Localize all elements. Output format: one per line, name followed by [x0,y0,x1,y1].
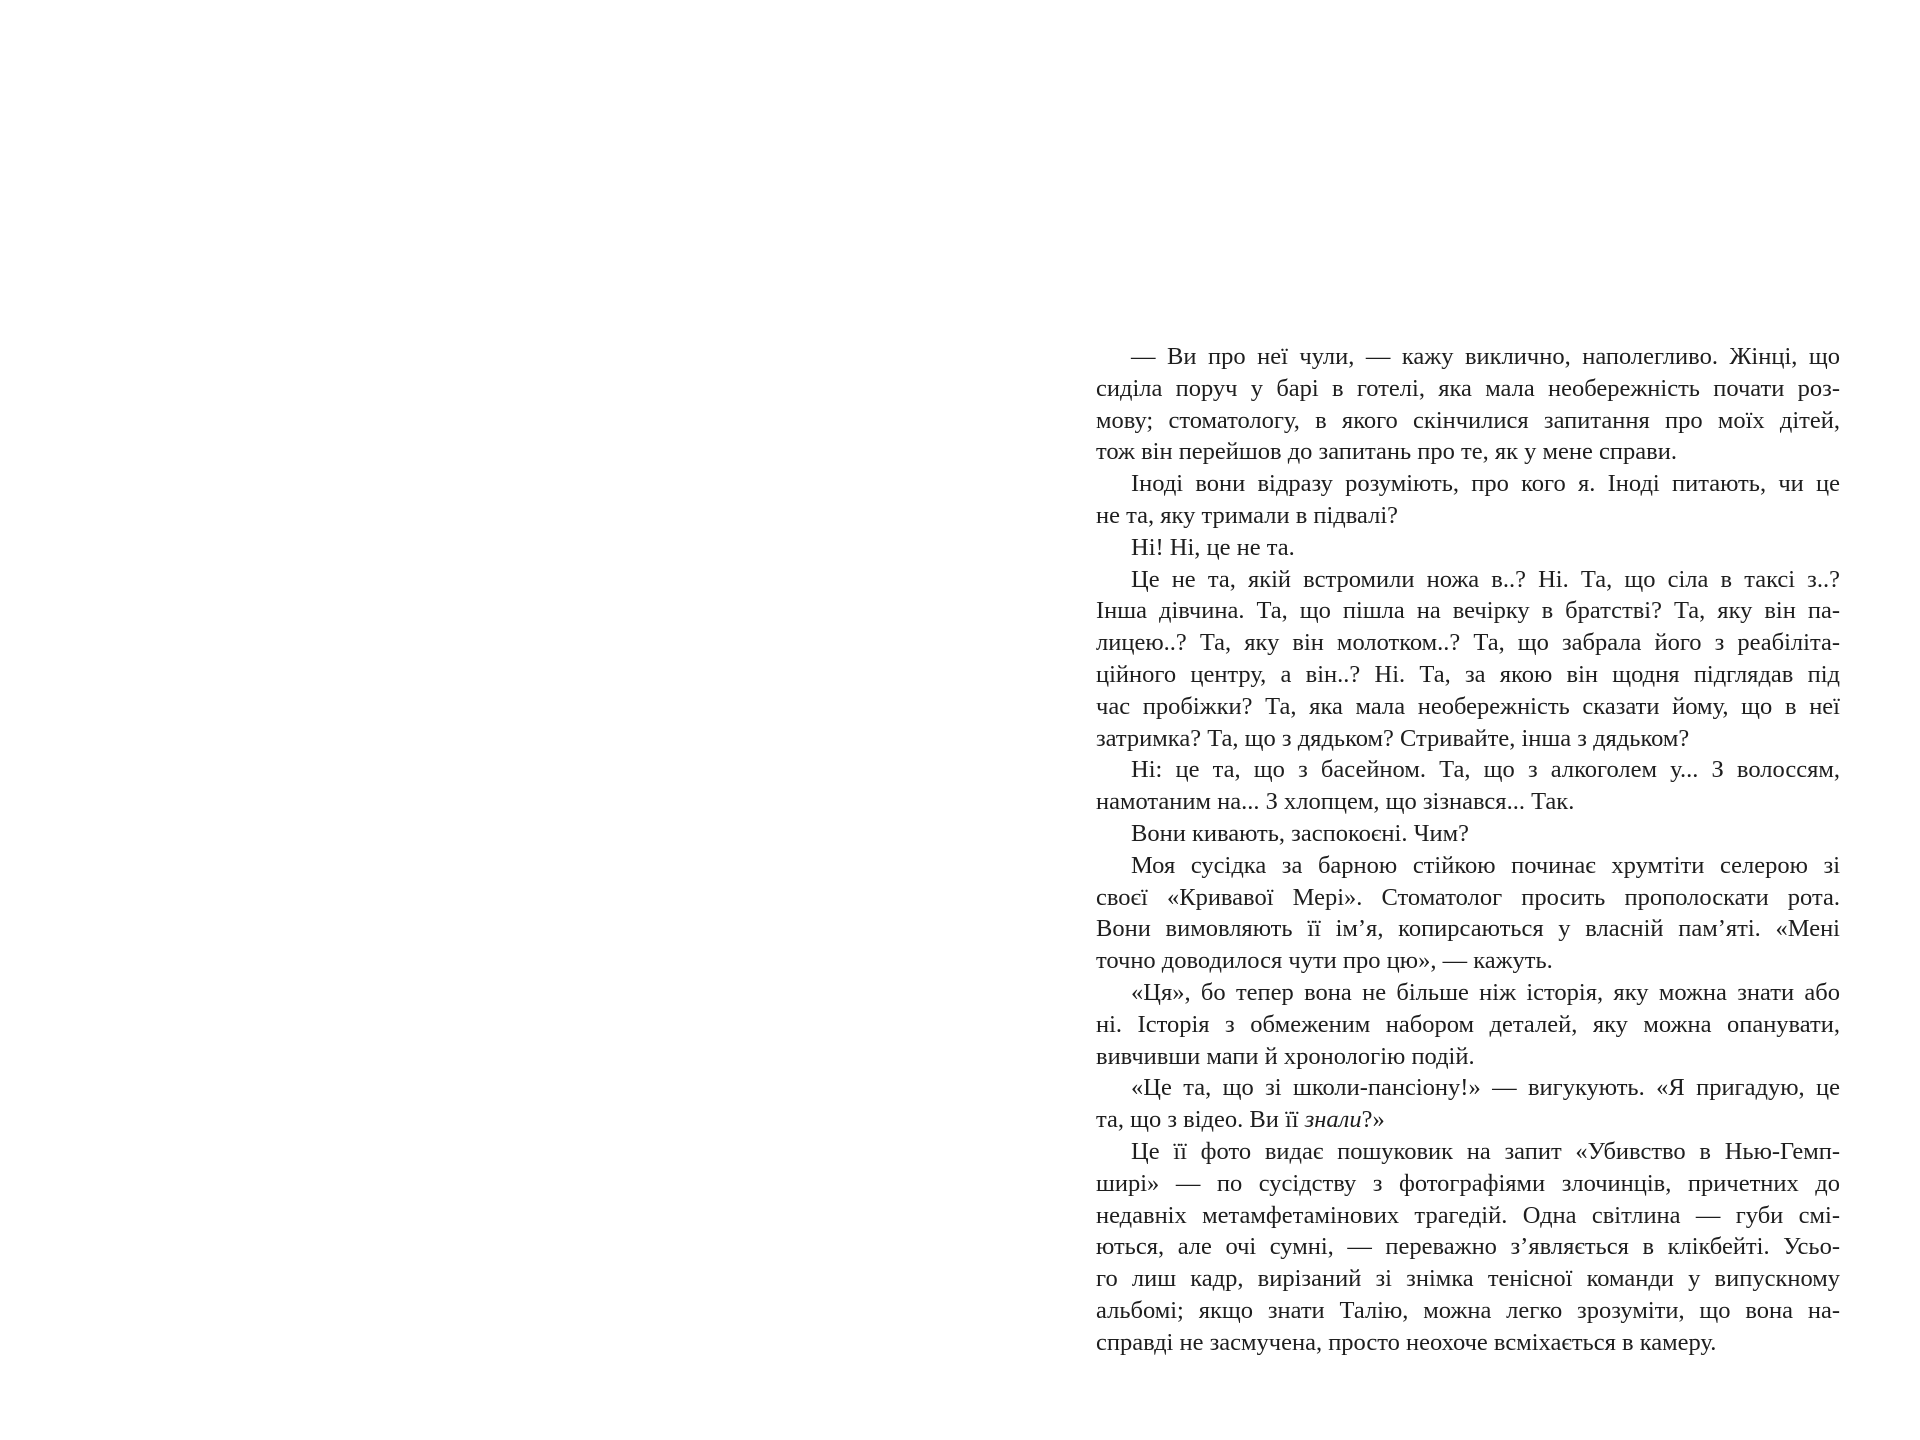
text-line: справді не засмучена, просто неохоче всміхається в камеру. [1096,1328,1717,1356]
paragraph [1096,977,1840,1072]
text-segment: ?» [1361,1106,1385,1134]
paragraph [1096,818,1840,850]
paragraph [1096,1072,1840,1136]
text-line: Це її фото видає пошуковик на запит «Убивство в Нью-Гемп- [1131,1137,1840,1165]
text-line: Вони вимовляють її ім’я, копирсаються у власній пам’яті. «Мені [1096,915,1840,943]
text-line: затримка? Та, що з дядьком? Стривайте, інша з дядьком? [1096,724,1690,752]
paragraph [1096,1136,1840,1359]
paragraph [1096,341,1840,468]
paragraph [1096,564,1840,755]
text-line: Вони кивають, заспокоєні. Чим? [1131,819,1469,847]
paragraph [1096,532,1840,564]
text-line: лицею..? Та, яку він молотком..? Та, що забрала його з реабіліта- [1096,629,1840,657]
text-line: ні. Історія з обмеженим набором деталей, яку можна опанувати, [1096,1010,1840,1038]
text-line: Це не та, якій встромили ножа в..? Ні. Та, що сіла в таксі з..? [1131,565,1840,593]
text-line: Ні: це та, що з басейном. Та, що з алкоголем у... З волоссям, [1131,756,1840,784]
text-line: точно доводилося чути про цю», — кажуть. [1096,947,1553,975]
italic-emphasis: знали [1304,1106,1362,1134]
text-line: ширі» — по сусідству з фотографіями злочинців, причетних до [1096,1169,1840,1197]
text-line [1096,1104,1840,1136]
text-line: «Ця», бо тепер вона не більше ніж історія, яку можна знати або [1131,978,1840,1006]
text-line: Моя сусідка за барною стійкою починає хрумтіти селерою зі [1131,851,1840,879]
text-segment: та, що з відео. Ви її [1096,1106,1305,1134]
paragraph [1096,468,1840,532]
text-line: «Це та, що зі школи-пансіону!» — вигукують. «Я пригадую, це [1131,1074,1840,1102]
text-line: ються, але очі сумні, — переважно з’являється в клікбейті. Усьо- [1096,1233,1840,1261]
text-line: го лиш кадр, вирізаний зі знімка тенісної команди у випускному [1096,1265,1840,1293]
text-line: мову; стоматологу, в якого скінчилися запитання про моїх дітей, [1096,406,1840,434]
text-line: Іноді вони відразу розуміють, про кого я. Іноді питають, чи це [1131,470,1840,498]
text-line: альбомі; якщо знати Талію, можна легко зрозуміти, що вона на- [1096,1296,1840,1324]
text-line: недавніх метамфетамінових трагедій. Одна світлина — губи смі- [1096,1201,1840,1229]
text-line: вивчивши мапи й хронологію подій. [1096,1042,1475,1070]
text-line: — Ви про неї чули, — кажу виклично, наполегливо. Жінці, що [1131,343,1840,370]
text-line: намотаним на... З хлопцем, що зізнався... Так. [1096,788,1575,816]
text-line: час пробіжки? Та, яка мала необережність сказати йому, що в неї [1096,692,1840,720]
text-line: сиділа поруч у барі в готелі, яка мала необережність почати роз- [1096,374,1840,402]
text-line: ційного центру, а він..? Ні. Та, за якою він щодня підглядав під [1096,660,1840,688]
text-line: Інша дівчина. Та, що пішла на вечірку в братстві? Та, яку він па- [1096,597,1840,625]
text-line: не та, яку тримали в підвалі? [1096,501,1399,529]
text-line: Ні! Ні, це не та. [1131,533,1295,561]
text-line: тож він перейшов до запитань про те, як у мене справи. [1096,438,1677,466]
paragraph [1096,754,1840,818]
book-page-text [1096,341,1840,1359]
paragraph [1096,850,1840,977]
text-line: своєї «Кривавої Мері». Стоматолог просить прополоскати рота. [1096,883,1840,911]
